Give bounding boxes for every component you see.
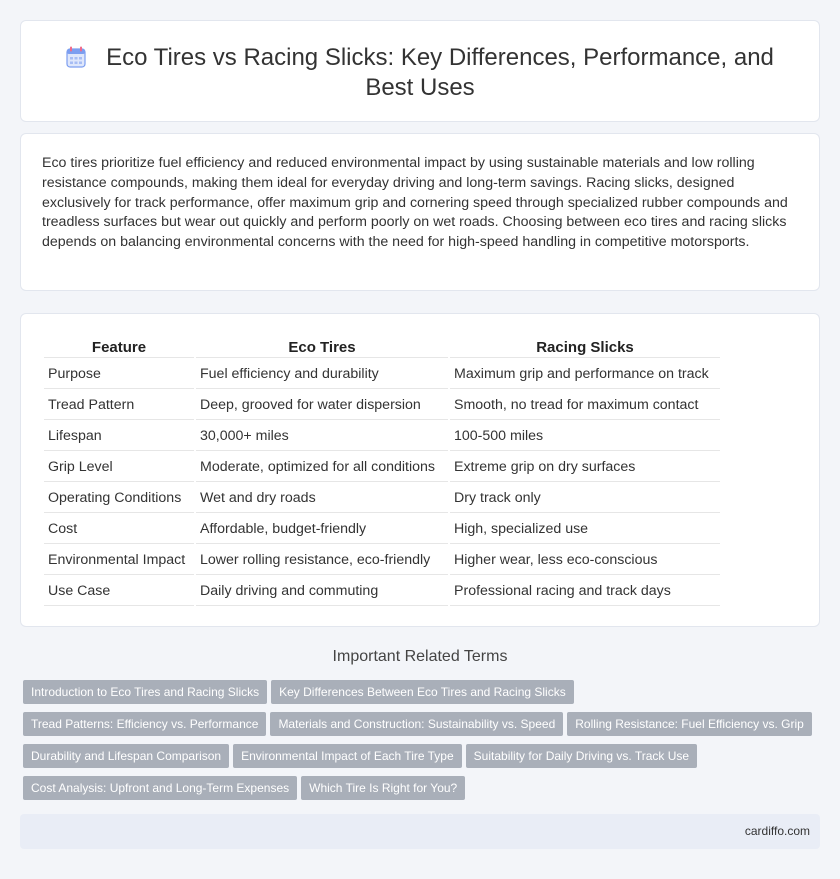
- page-title-text: Eco Tires vs Racing Slicks: Key Differences, Performance, and Best Uses: [106, 44, 774, 101]
- related-term-tag[interactable]: Cost Analysis: Upfront and Long-Term Expenses: [23, 776, 297, 800]
- table-row: [44, 577, 720, 606]
- table-row: [44, 422, 720, 451]
- table-cell: Higher wear, less eco-conscious: [450, 546, 720, 575]
- table-cell: Deep, grooved for water dispersion: [196, 391, 448, 420]
- related-term-tag[interactable]: Durability and Lifespan Comparison: [23, 744, 229, 768]
- table-cell: Moderate, optimized for all conditions: [196, 453, 448, 482]
- comparison-table: [42, 336, 722, 608]
- table-cell: Professional racing and track days: [450, 577, 720, 606]
- calendar-icon: [66, 46, 86, 68]
- table-cell: Grip Level: [44, 453, 194, 482]
- related-term-tag[interactable]: Which Tire Is Right for You?: [301, 776, 465, 800]
- table-row: [44, 391, 720, 420]
- header-racing-slicks: Racing Slicks: [450, 338, 720, 358]
- comparison-card: [20, 313, 820, 627]
- table-cell: Wet and dry roads: [196, 484, 448, 513]
- table-cell: Affordable, budget-friendly: [196, 515, 448, 544]
- related-term-tag[interactable]: Introduction to Eco Tires and Racing Slicks: [23, 680, 267, 704]
- table-cell: Cost: [44, 515, 194, 544]
- table-row: [44, 453, 720, 482]
- related-terms-heading: Important Related Terms: [332, 648, 508, 665]
- table-cell: Daily driving and commuting: [196, 577, 448, 606]
- table-cell: Fuel efficiency and durability: [196, 360, 448, 389]
- related-term-tag[interactable]: Suitability for Daily Driving vs. Track Use: [466, 744, 697, 768]
- table-cell: Purpose: [44, 360, 194, 389]
- tag-row: [23, 776, 823, 808]
- table-cell: High, specialized use: [450, 515, 720, 544]
- table-cell: Operating Conditions: [44, 484, 194, 513]
- table-cell: 100-500 miles: [450, 422, 720, 451]
- tag-row: [23, 680, 823, 712]
- table-cell: Tread Pattern: [44, 391, 194, 420]
- header-eco-tires: Eco Tires: [196, 338, 448, 358]
- tag-row: [23, 744, 823, 776]
- related-term-tag[interactable]: Tread Patterns: Efficiency vs. Performance: [23, 712, 266, 736]
- footer: [20, 814, 820, 849]
- table-cell: Maximum grip and performance on track: [450, 360, 720, 389]
- table-cell: Use Case: [44, 577, 194, 606]
- table-row: [44, 484, 720, 513]
- table-cell: Extreme grip on dry surfaces: [450, 453, 720, 482]
- table-row: [44, 360, 720, 389]
- table-cell: Dry track only: [450, 484, 720, 513]
- intro-paragraph: Eco tires prioritize fuel efficiency and reduced environmental impact by using sustainable materials and low rolling resistance compounds, making them ideal for everyday driving and long-term savings. Racing slicks, designed exclusively for track performance, offer maximum grip and cornering speed through specialized rubber compounds and treadless surfaces but wear out quickly and perform poorly on wet roads. Choosing between eco tires and racing slicks depends on balancing environmental concerns with the need for high-speed handling in competitive motorsports.: [42, 155, 788, 251]
- title-card: [20, 20, 820, 122]
- related-term-tag[interactable]: Environmental Impact of Each Tire Type: [233, 744, 462, 768]
- related-term-tag[interactable]: Rolling Resistance: Fuel Efficiency vs. Grip: [567, 712, 812, 736]
- table-cell: Smooth, no tread for maximum contact: [450, 391, 720, 420]
- table-cell: Lower rolling resistance, eco-friendly: [196, 546, 448, 575]
- tag-row: [23, 712, 823, 744]
- table-header-row: [44, 338, 720, 358]
- related-term-tag[interactable]: Key Differences Between Eco Tires and Racing Slicks: [271, 680, 574, 704]
- table-cell: Lifespan: [44, 422, 194, 451]
- related-terms-list: [23, 680, 823, 808]
- table-cell: 30,000+ miles: [196, 422, 448, 451]
- page-title: [21, 43, 819, 103]
- table-row: [44, 515, 720, 544]
- table-row: [44, 546, 720, 575]
- header-feature: Feature: [44, 338, 194, 358]
- footer-site-link[interactable]: cardiffo.com: [744, 824, 810, 838]
- related-term-tag[interactable]: Materials and Construction: Sustainability vs. Speed: [270, 712, 563, 736]
- table-cell: Environmental Impact: [44, 546, 194, 575]
- intro-card: [20, 133, 820, 291]
